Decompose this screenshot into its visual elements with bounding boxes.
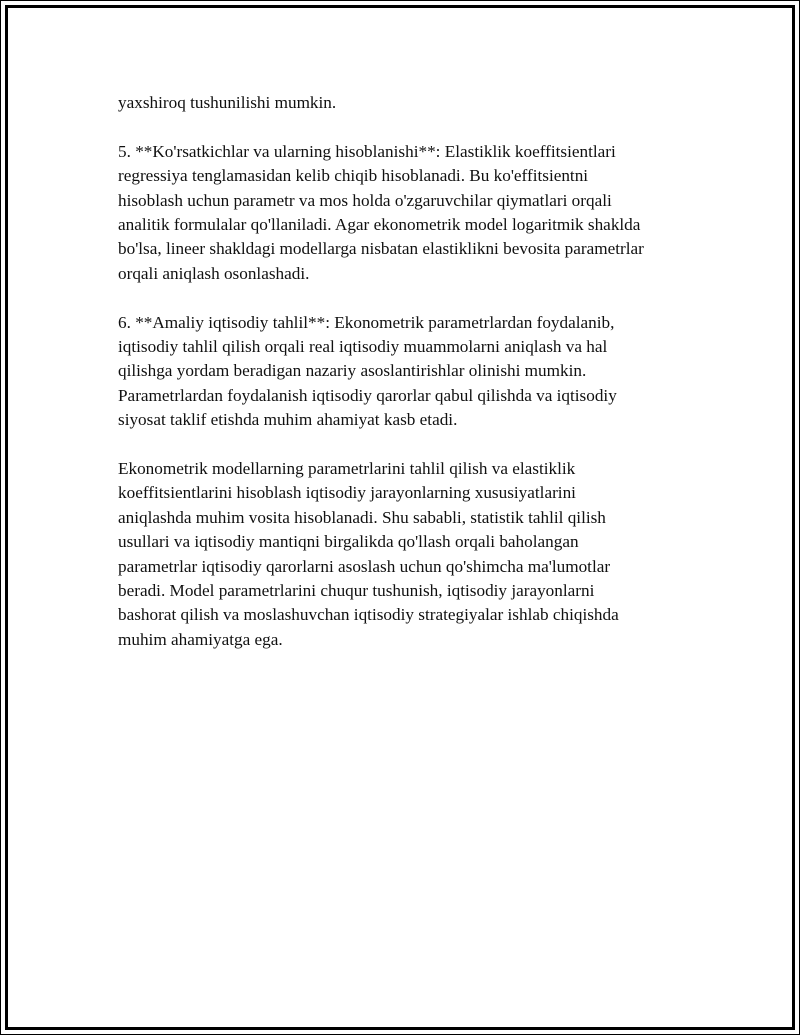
paragraph-conclusion: Ekonometrik modellarning parametrlarini tahlil qilish va elastiklik koeffitsientlarini hisoblash iqtisodiy jarayonlarning xususiyatlarini aniqlashda muhim vosita hisoblanadi. Shu sababli, statistik tahlil qilish usullari va iqtisodiy mantiqni birgalikda qo'llash orqali baholangan parametrlar iqtisodiy qarorlarni asoslash uchun qo'shimcha ma'lumotlar beradi. Model parametrlarini chuqur tushunish, iqtisodiy jarayonlarni bashorat qilish va moslashuvchan iqtisodiy strategiyalar ishlab chiqishda muhim ahamiyatga ega. — [118, 459, 619, 649]
paragraph-indicators: 5. **Ko'rsatkichlar va ularning hisoblanishi**: Elastiklik koeffitsientlari regressiya tenglamasidan kelib chiqib hisoblanadi. Bu ko'effitsientni hisoblash uchun parametr va mos holda o'zgaruvchilar qiymatlari orqali analitik formulalar qo'llaniladi. Agar ekonometrik model logaritmik shaklda bo'lsa, lineer shakldagi modellarga nisbatan elastiklikni bevosita parametrlar orqali aniqlash osonlashadi. — [118, 141, 644, 283]
paragraph-applied-analysis: 6. **Amaliy iqtisodiy tahlil**: Ekonometrik parametrlardan foydalanib, iqtisodiy tahlil qilish orqali real iqtisodiy muammolarni aniqlash va hal qilishga yordam beradigan nazariy asoslantirishlar olinishi mumkin. Parametrlardan foydalanish iqtisodiy qarorlar qabul qilishda va iqtisodiy siyosat taklif etishda muhim ahamiyat kasb etadi. — [118, 312, 617, 430]
paragraph-continuation: yaxshiroq tushunilishi mumkin. — [118, 93, 337, 112]
document-body — [118, 91, 698, 677]
